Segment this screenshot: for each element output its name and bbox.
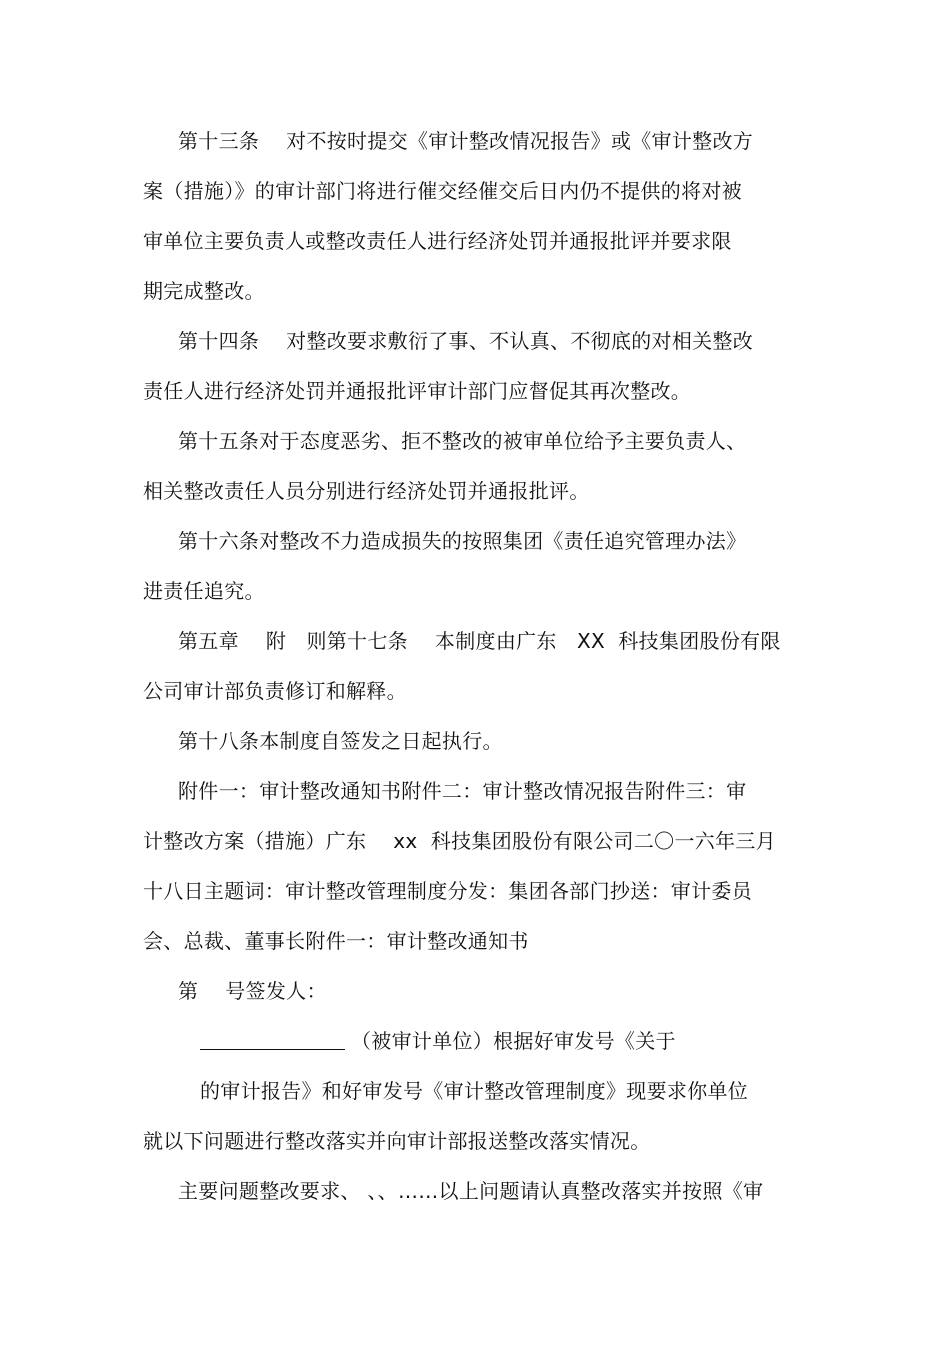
attachments-line-3: 十八日主题词：审计整改管理制度分发：集团各部门抄送：审计委员: [143, 879, 752, 903]
attachments-line-4: 会、总裁、董事长附件一：审计整改通知书: [143, 929, 529, 953]
article-13-line-4: 期完成整改。: [143, 279, 265, 303]
notice-line-2: 的审计报告》和好审发号《审计整改管理制度》现要求你单位: [200, 1079, 749, 1103]
article-15-line-2: 相关整改责任人员分别进行经济处罚并通报批评。: [143, 479, 590, 503]
article-16-line-1: 第十六条对整改不力造成损失的按照集团《责任追究管理办法》: [178, 529, 747, 553]
main-issues-line: 主要问题整改要求、 、、……以上问题请认真整改落实并按照《审: [178, 1179, 764, 1203]
article-15-line-1: 第十五条对于态度恶劣、拒不整改的被审单位给予主要负责人、: [178, 429, 747, 453]
chapter-5-line-2: 公司审计部负责修订和解释。: [143, 679, 407, 703]
notice-number-line: 第 号签发人：: [178, 979, 327, 1003]
notice-line-1: [200, 1028, 676, 1054]
notice-line-3: 就以下问题进行整改落实并向审计部报送整改落实情况。: [143, 1129, 651, 1153]
attachments-line-1: 附件一：审计整改通知书附件二：审计整改情况报告附件三：审: [178, 779, 747, 803]
article-16-line-2: 进责任追究。: [143, 579, 265, 603]
article-13-line-1: 第十三条 对不按时提交《审计整改情况报告》或《审计整改方: [178, 129, 754, 153]
article-14-line-2: 责任人进行经济处罚并通报批评审计部门应督促其再次整改。: [143, 379, 692, 403]
audited-unit-blank: [200, 1029, 345, 1050]
article-13-line-2: 案（措施）》的审计部门将进行催交经催交后日内仍不提供的将对被: [143, 179, 742, 203]
article-14-line-1: 第十四条 对整改要求敷衍了事、不认真、不彻底的对相关整改: [178, 329, 754, 353]
article-13-line-3: 审单位主要负责人或整改责任人进行经济处罚并通报批评并要求限: [143, 229, 732, 253]
notice-line-1-text: （被审计单位）根据好审发号《关于: [351, 1029, 676, 1053]
article-18-line: 第十八条本制度自签发之日起执行。: [178, 729, 503, 753]
chapter-5-line-1: 第五章 附 则第十七条 本制度由广东 XX 科技集团股份有限: [178, 629, 781, 653]
attachments-line-2: 计整改方案（措施）广东 xx 科技集团股份有限公司二〇一六年三月: [143, 829, 776, 853]
